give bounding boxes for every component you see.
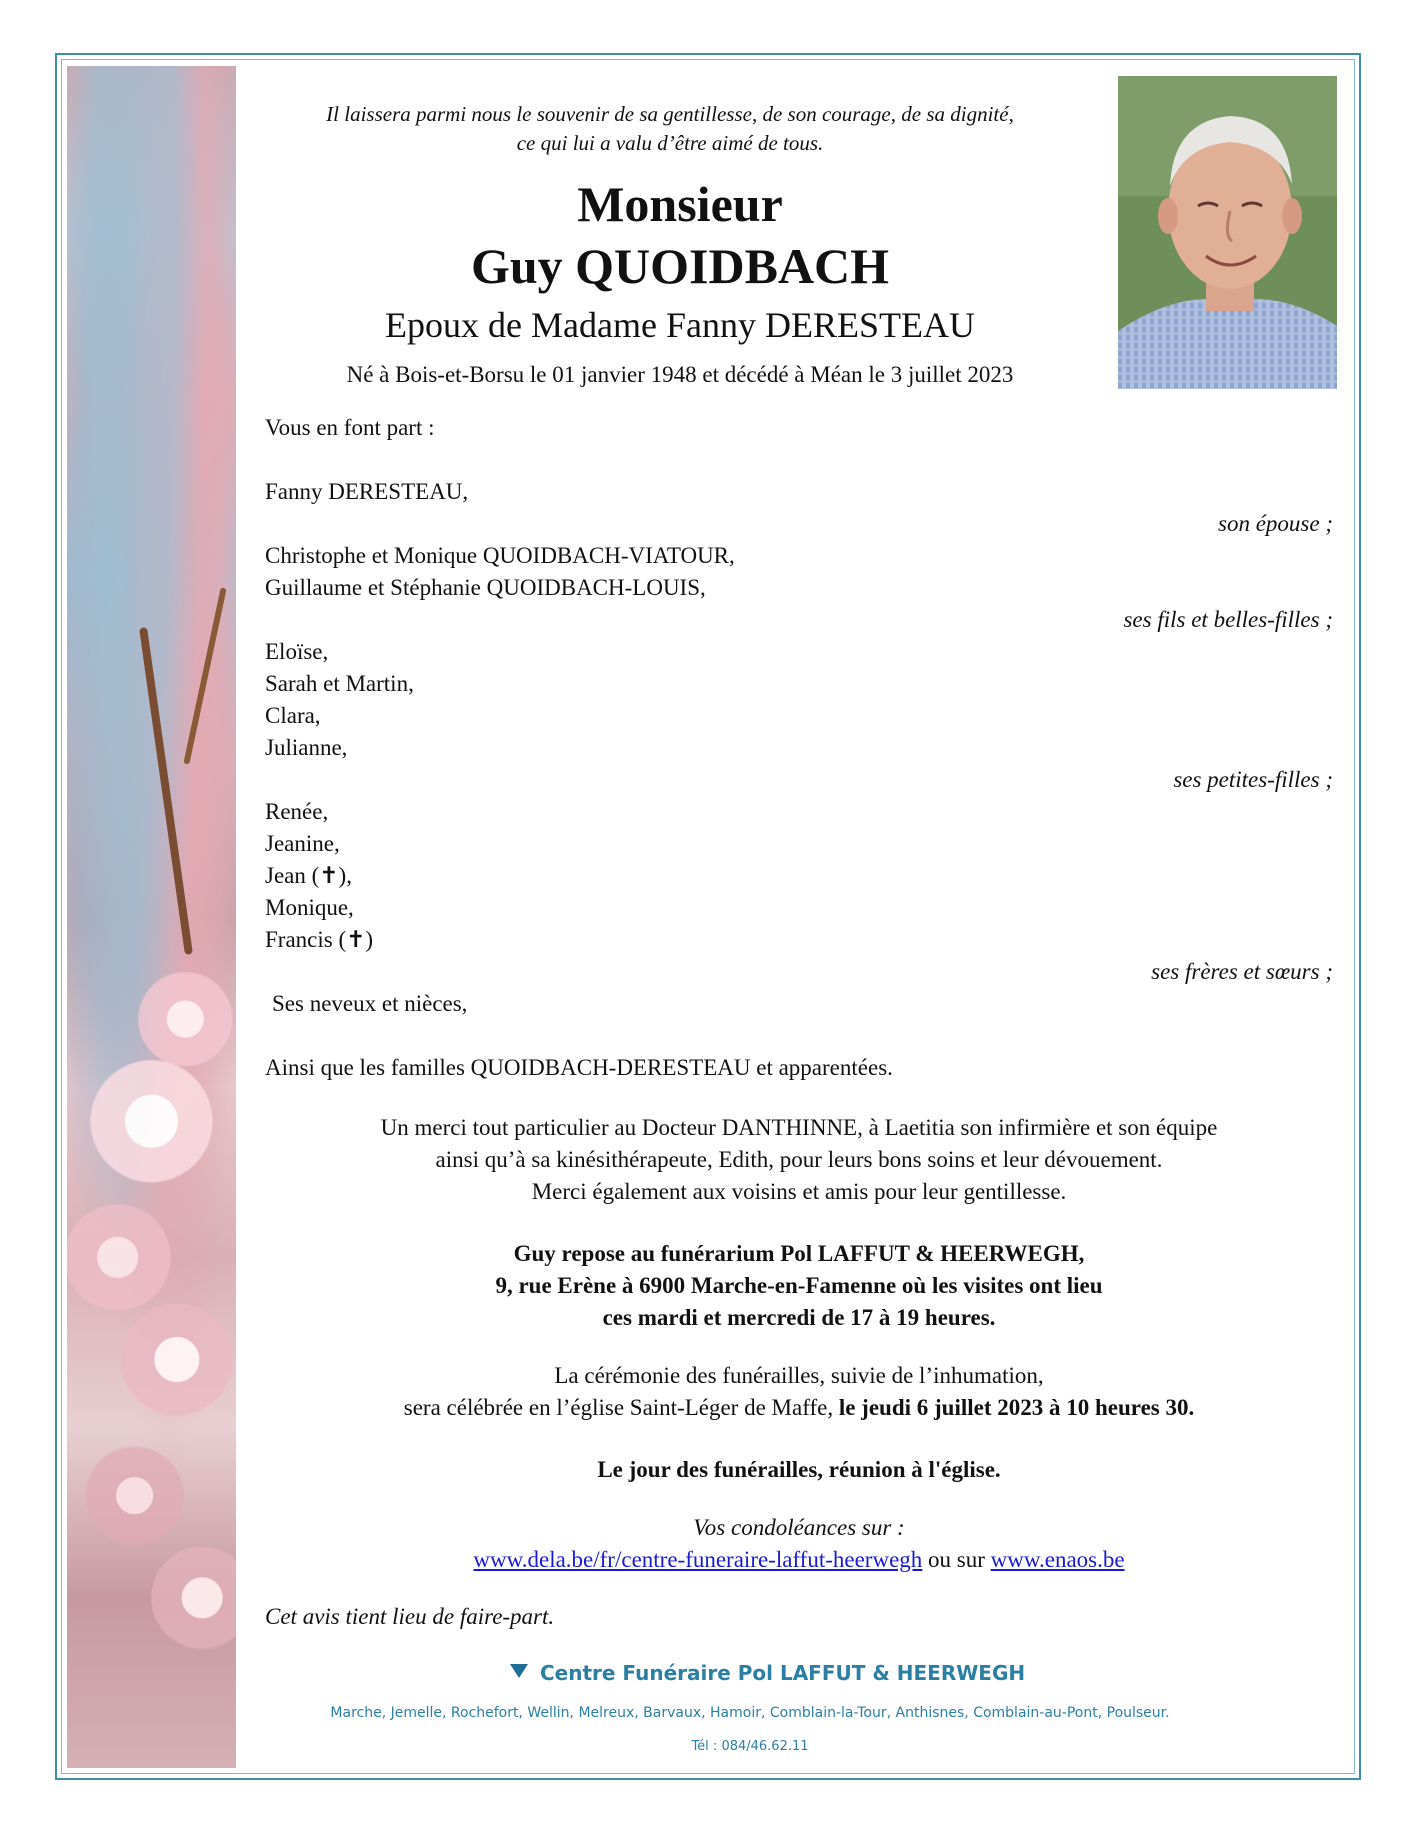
deceased-name: Guy QUOIDBACH	[470, 238, 890, 294]
condolences-connector: ou sur	[928, 1547, 985, 1572]
family-member: Eloïse,	[265, 639, 329, 664]
repose-paragraph	[265, 1238, 1333, 1334]
cherry-blossom-image	[67, 66, 236, 1768]
quote-line: ce qui lui a valu d’être aimé de tous.	[516, 131, 824, 155]
honorific: Monsieur	[577, 176, 783, 232]
condolences-block	[265, 1512, 1333, 1576]
ceremony-paragraph	[265, 1360, 1333, 1424]
ceremony-date: le jeudi 6 juillet 2023 à 10 heures 30.	[838, 1395, 1195, 1420]
thanks-line: ainsi qu’à sa kinésithérapeute, Edith, pour leurs bons soins et leur dévouement.	[435, 1147, 1163, 1172]
family-member: Jean (✝),	[265, 863, 352, 888]
thanks-paragraph	[265, 1112, 1333, 1208]
family-role: ses fils et belles-filles ;	[1123, 607, 1333, 632]
brand-name: Centre Funéraire Pol LAFFUT & HEERWEGH	[540, 1661, 1026, 1685]
condolences-label: Vos condoléances sur :	[693, 1515, 905, 1540]
families-line: Ainsi que les familles QUOIDBACH-DERESTEAU et apparentées.	[265, 1055, 893, 1080]
funeral-home-phone: Tél : 084/46.62.11	[691, 1739, 809, 1754]
birth-death-line: Né à Bois-et-Borsu le 01 janvier 1948 et décédé à Méan le 3 juillet 2023	[346, 362, 1014, 387]
repose-line: ces mardi et mercredi de 17 à 19 heures.	[602, 1305, 996, 1330]
family-member: Clara,	[265, 703, 321, 728]
family-member: Jeanine,	[265, 831, 340, 856]
ceremony-line	[265, 1392, 1333, 1424]
family-announcement	[265, 412, 1333, 1084]
family-role: son épouse ;	[1218, 511, 1333, 536]
family-member: Sarah et Martin,	[265, 671, 414, 696]
ceremony-line: La cérémonie des funérailles, suivie de l’inhumation,	[554, 1363, 1044, 1388]
family-member: Fanny DERESTEAU,	[265, 479, 469, 504]
nephews-line: Ses neveux et nièces,	[272, 991, 468, 1016]
portrait-illustration	[1118, 76, 1337, 389]
avis-line: Cet avis tient lieu de faire-part.	[265, 1604, 555, 1629]
family-member: Monique,	[265, 895, 354, 920]
family-member: Renée,	[265, 799, 329, 824]
repose-line: 9, rue Erène à 6900 Marche-en-Famenne où les visites ont lieu	[495, 1273, 1103, 1298]
funeral-home-locations: Marche, Jemelle, Rochefort, Wellin, Melreux, Barvaux, Hamoir, Comblain-la-Tour, Anthisnes, Comblain-au-Pont, Poulseur.	[330, 1705, 1170, 1721]
family-member: Francis (✝)	[265, 927, 374, 952]
memorial-quote	[245, 100, 1095, 158]
family-role: ses petites-filles ;	[1173, 767, 1333, 792]
ceremony-location: sera célébrée en l’église Saint-Léger de Maffe,	[403, 1395, 839, 1420]
family-role: ses frères et sœurs ;	[1151, 959, 1333, 984]
branch-decoration	[139, 627, 193, 955]
thanks-line: Merci également aux voisins et amis pour leur gentillesse.	[531, 1179, 1067, 1204]
reunion-line: Le jour des funérailles, réunion à l'église.	[597, 1457, 1001, 1482]
portrait-photo	[1118, 76, 1337, 389]
quote-line: Il laissera parmi nous le souvenir de sa gentillesse, de son courage, de sa dignité,	[326, 102, 1014, 126]
branch-decoration	[183, 587, 226, 764]
family-member: Christophe et Monique QUOIDBACH-VIATOUR,	[265, 543, 735, 568]
thanks-line: Un merci tout particulier au Docteur DANTHINNE, à Laetitia son infirmière et son équipe	[380, 1115, 1218, 1140]
dela-link[interactable]: www.dela.be/fr/centre-funeraire-laffut-heerwegh	[473, 1547, 923, 1572]
funeral-home-brand	[510, 1660, 1030, 1686]
triangle-down-icon	[510, 1664, 528, 1678]
family-member: Guillaume et Stéphanie QUOIDBACH-LOUIS,	[265, 575, 706, 600]
family-member: Julianne,	[265, 735, 348, 760]
spouse-line: Epoux de Madame Fanny DERESTEAU	[385, 305, 975, 345]
enaos-link[interactable]: www.enaos.be	[990, 1547, 1125, 1572]
repose-line: Guy repose au funérarium Pol LAFFUT & HEERWEGH,	[513, 1241, 1085, 1266]
family-intro: Vous en font part :	[265, 415, 435, 440]
